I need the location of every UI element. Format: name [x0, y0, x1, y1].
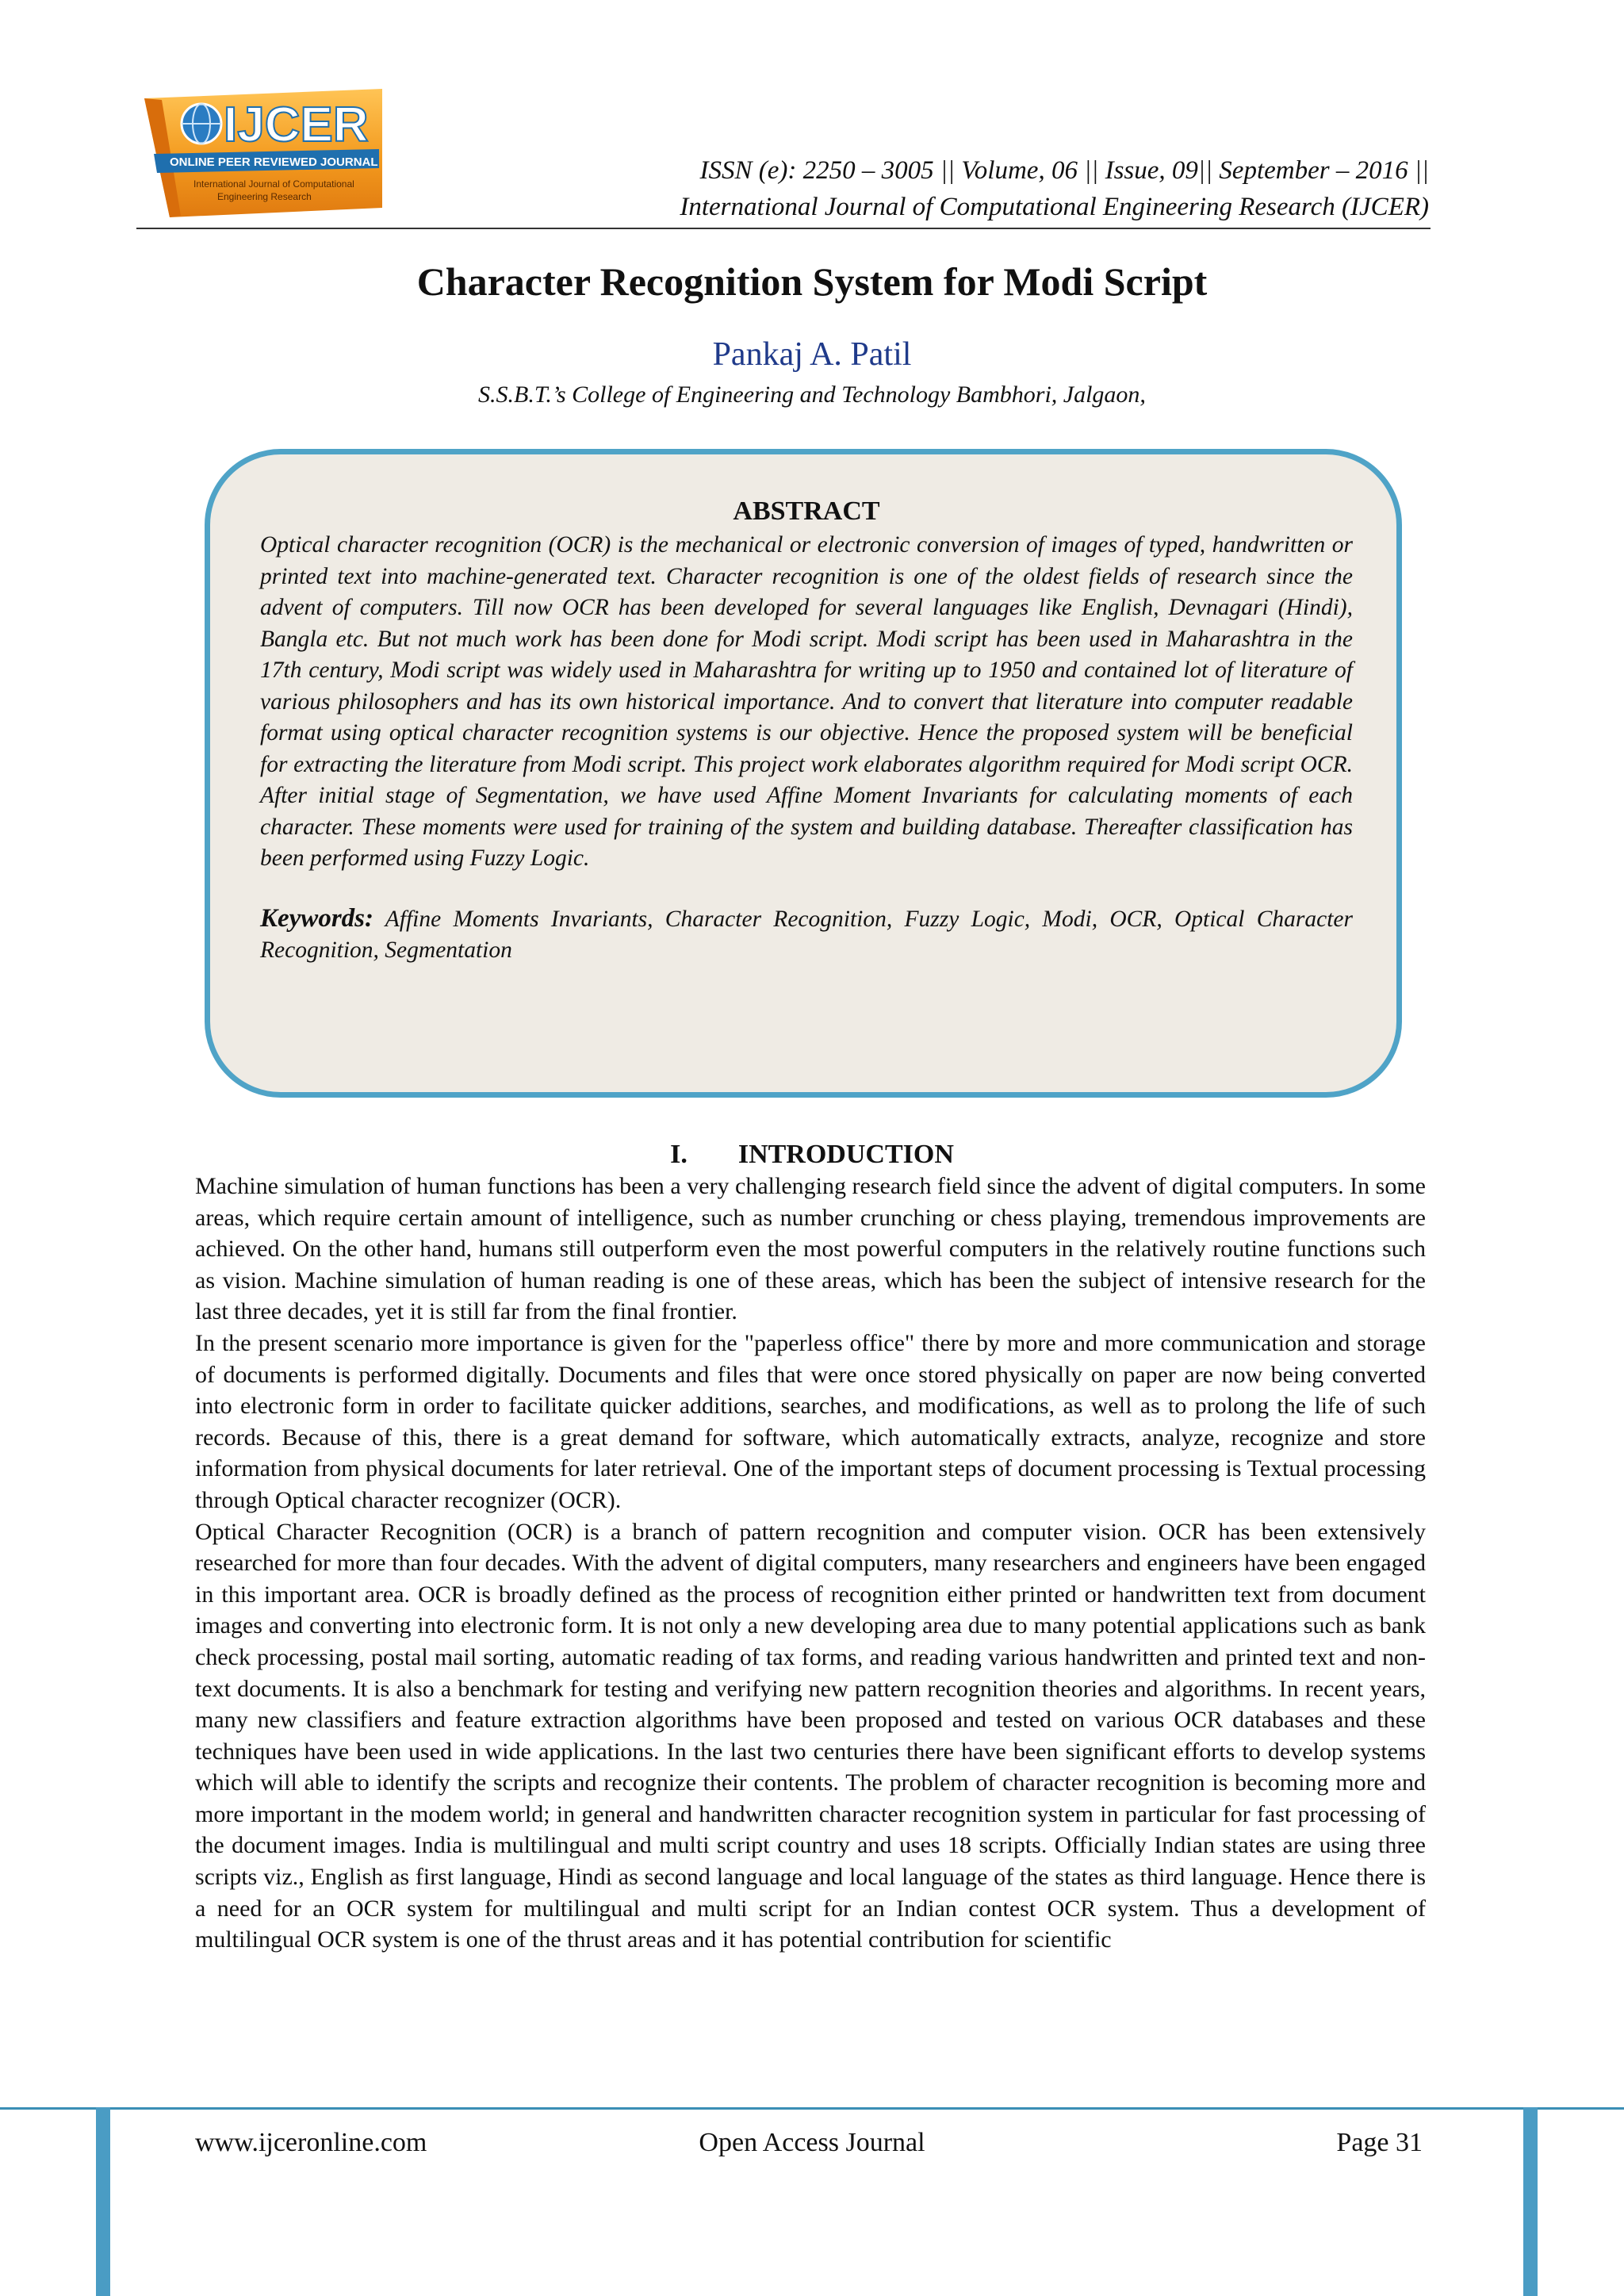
- journal-header: [680, 152, 1429, 225]
- issn-line: ISSN (e): 2250 – 3005 || Volume, 06 || Issue, 09|| September – 2016 ||: [699, 156, 1429, 185]
- body-paragraph: Optical Character Recognition (OCR) is a branch of pattern recognition and computer vision. OCR has been extensively researched for more than four decades. With the advent of digital computers, many researchers and engineers have been engaged in this important area. OCR is broadly defined as the process of recognition either printed or handwritten text from document images and converting into electronic form. It is not only a new developing area due to many potential applications such as bank check processing, postal mail sorting, automatic reading of tax forms, and reading various handwritten and printed text and non-text documents. It is also a benchmark for testing and verifying new pattern recognition theories and algorithms. In recent years, many new classifiers and feature extraction algorithms have been proposed and tested on various OCR databases and these techniques have been used in wide applications. In the last two centuries there have been significant efforts to develop systems which will able to identify the scripts and recognize their contents. The problem of character recognition is becoming more and more important in the modem world; in general and handwritten character recognition system in particular for fast processing of the document images. India is multilingual and multi script country and uses 18 scripts. Officially Indian states are using three scripts viz., English as first language, Hindi as second language and local language of the states as third language. Hence there is a need for an OCR system for multilingual and multi script for an Indian contest OCR system. Thus a development of multilingual OCR system is one of the thrust areas and it has potential contribution for scientific: [195, 1518, 1426, 1953]
- body-paragraph: In the present scenario more importance is given for the "paperless office" there by more and more communication and storage of documents is performed digitally. Documents and files that were once stored physically on paper are now being converted into electronic form in order to facilitate quicker additions, searches, and modifications, as well as to prolong the life of such records. Because of this, there is a great demand for software, which automatically extracts, analyze, recognize and store information from physical documents for later retrieval. One of the important steps of document processing is Textual processing through Optical character recognizer (OCR).: [195, 1329, 1426, 1513]
- logo-subtitle-2: Engineering Research: [217, 191, 312, 202]
- author-name: Pankaj A. Patil: [712, 336, 912, 373]
- body-paragraph: Machine simulation of human functions has been a very challenging research field since the advent of digital computers. In some areas, which require certain amount of intelligence, such as number crunching or chess playing, tremendous improvements are achieved. On the other hand, humans still outperform even the most powerful computers in the relatively routine functions such as vision. Machine simulation of human reading is one of these areas, which has been the subject of intensive research for the last three decades, yet it is still far from the final frontier.: [195, 1173, 1426, 1325]
- section-title: INTRODUCTION: [737, 1140, 954, 1169]
- introduction-body: [195, 1171, 1426, 1956]
- abstract-section: [260, 495, 1353, 967]
- section-number: I.: [670, 1140, 688, 1169]
- journal-logo: [144, 89, 533, 217]
- keywords-paragraph: [260, 903, 1353, 967]
- keywords-label: Keywords:: [260, 903, 373, 933]
- abstract-text: Optical character recognition (OCR) is the mechanical or electronic conversion of images of typed, handwritten or printed text into machine-generated text. Character recognition is one of the oldest fields of research since the advent of computers. Till now OCR has been developed for several languages like English, Devnagari (Hindi), Bangla etc. But not much work has been done for Modi script. Modi script has been used in Maharashtra in the 17th century, Modi script was widely used in Maharashtra for writing up to 1950 and contained lot of literature of various philosophers and has its own historical importance. And to convert that literature into computer readable format using optical character recognition systems is our objective. Hence the proposed system will be beneficial for extracting the literature from Modi script. This project work elaborates algorithm required for Modi script OCR. After initial stage of Segmentation, we have used Affine Moment Invariants for calculating moments of each character. These moments were used for training of the system and building database. Thereafter classification has been performed using Fuzzy Logic.: [260, 532, 1353, 871]
- logo-subtitle-1: International Journal of Computational: [193, 178, 354, 190]
- keywords-list: Affine Moments Invariants, Character Recognition, Fuzzy Logic, Modi, OCR, Optical Character Recognition, Segmentation: [260, 906, 1353, 963]
- author-affiliation: S.S.B.T.’s College of Engineering and Technology Bambhori, Jalgaon,: [478, 381, 1146, 408]
- header-divider: [136, 228, 1431, 229]
- paper-title: Character Recognition System for Modi Script: [416, 259, 1208, 304]
- footer-divider: [0, 2107, 1624, 2110]
- footer-journal-type: Open Access Journal: [699, 2128, 925, 2157]
- section-heading-introduction: [0, 1137, 1624, 1172]
- abstract-heading: ABSTRACT: [733, 496, 880, 526]
- page-number: Page 31: [1336, 2128, 1423, 2157]
- logo-tagline: ONLINE PEER REVIEWED JOURNAL: [170, 155, 378, 169]
- footer-website-link[interactable]: www.ijceronline.com: [195, 2128, 427, 2157]
- journal-name-line: International Journal of Computational Engineering Research (IJCER): [680, 193, 1429, 221]
- logo-name: IJCER: [224, 98, 369, 152]
